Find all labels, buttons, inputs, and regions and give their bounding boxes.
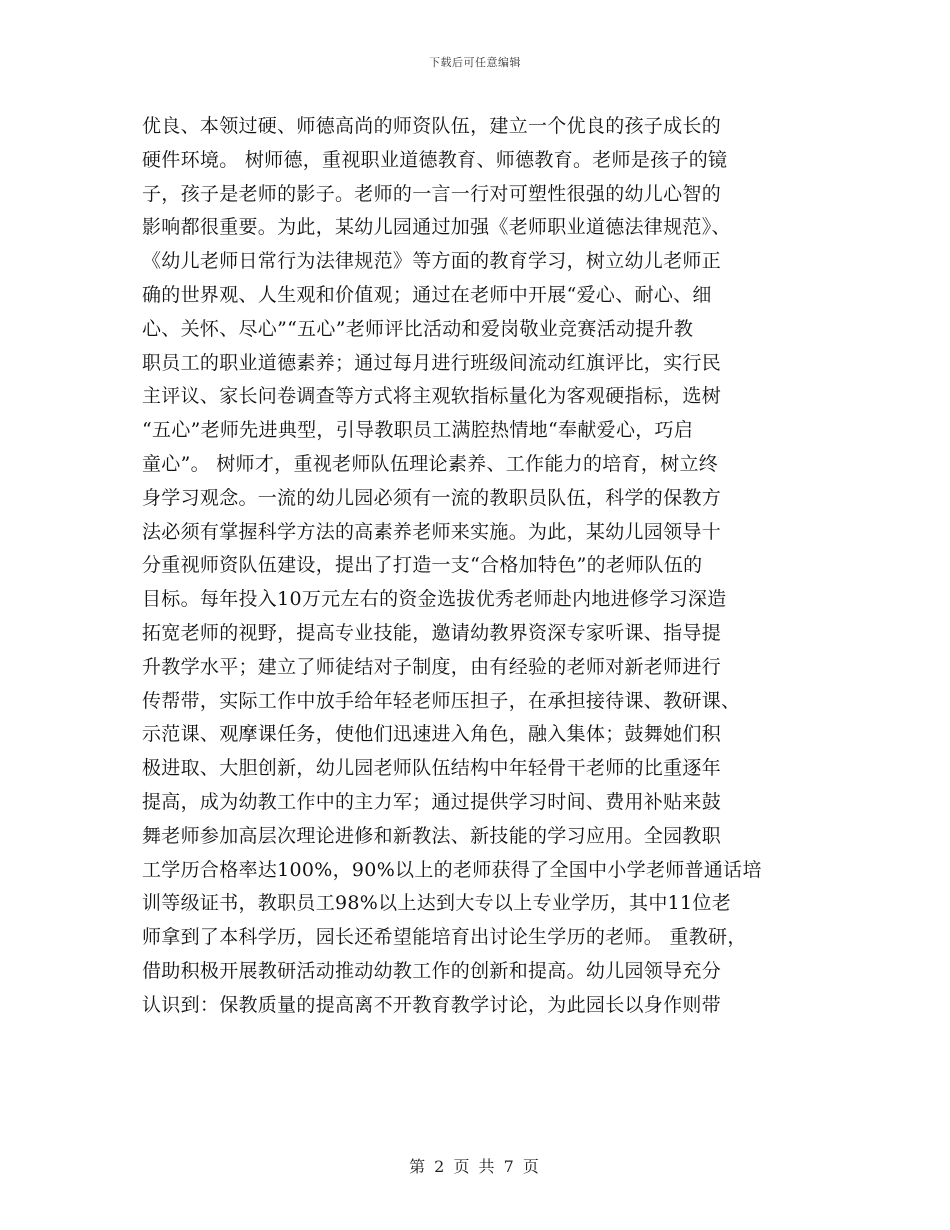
text-line: 拓宽老师的视野，提高专业技能，邀请幼教界资深专家听课、指导提 <box>142 621 722 644</box>
text-line: 子，孩子是老师的影子。老师的一言一行对可塑性很强的幼儿心智的 <box>142 182 722 205</box>
text-line: 目标。每年投入10万元左右的资金选拔优秀老师赴内地进修学习深造 <box>142 588 727 611</box>
text-line: 《幼儿老师日常行为法律规范》等方面的教育学习，树立幼儿老师正 <box>142 250 722 273</box>
text-line: 主评议、家长问卷调查等方式将主观软指标量化为客观硬指标，选树 <box>142 385 722 408</box>
text-line: 认识到：保教质量的提高离不开教育教学讨论，为此园长以身作则带 <box>142 993 722 1016</box>
text-line: 借助积极开展教研活动推动幼教工作的创新和提高。幼儿园领导充分 <box>142 959 722 982</box>
text-line: 传帮带，实际工作中放手给年轻老师压担子，在承担接待课、教研课、 <box>142 689 741 712</box>
text-line: 提高，成为幼教工作中的主力军；通过提供学习时间、费用补贴来鼓 <box>142 790 722 813</box>
text-line: 升教学水平；建立了师徒结对子制度，由有经验的老师对新老师进行 <box>142 655 722 678</box>
text-line: 师拿到了本科学历，园长还希望能培育出讨论生学历的老师。 重教研， <box>142 926 747 949</box>
text-line: 舞老师参加高层次理论进修和新教法、新技能的学习应用。全园教职 <box>142 824 722 847</box>
text-line: 优良、本领过硬、师德高尚的师资队伍，建立一个优良的孩子成长的 <box>142 115 722 137</box>
text-line: 示范课、观摩课任务，使他们迅速进入角色，融入集体；鼓舞她们积 <box>142 723 722 746</box>
text-line: 心、关怀、尽心”“五心”老师评比活动和爱岗敬业竞赛活动提升教 <box>142 317 694 340</box>
text-line: 影响都很重要。为此，某幼儿园通过加强《老师职业道德法律规范》、 <box>142 216 731 239</box>
body-text <box>142 110 822 1023</box>
text-line: 工学历合格率达100%，90%以上的老师获得了全国中小学老师普通话培 <box>142 858 762 881</box>
text-line: 硬件环境。 树师德，重视职业道德教育、师德教育。老师是孩子的镜 <box>142 148 728 171</box>
text-line: 训等级证书，教职员工98%以上达到大专以上专业学历，其中11位老 <box>142 892 732 915</box>
text-line: 童心”。 树师才，重视老师队伍理论素养、工作能力的培育，树立终 <box>142 452 719 475</box>
text-line: 极进取、大胆创新，幼儿园老师队伍结构中年轻骨干老师的比重逐年 <box>142 757 722 780</box>
text-line: 确的世界观、人生观和价值观；通过在老师中开展“爱心、耐心、细 <box>142 283 712 306</box>
text-line: 法必须有掌握科学方法的高素养老师来实施。为此，某幼儿园领导十 <box>142 520 722 543</box>
text-line: 分重视师资队伍建设，提出了打造一支“合格加特色”的老师队伍的 <box>142 554 703 577</box>
page-number: 第 2 页 共 7 页 <box>409 1157 541 1176</box>
text-line: 身学习观念。一流的幼儿园必须有一流的教职员队伍，科学的保教方 <box>142 486 722 509</box>
page-header: 下载后可任意编辑 <box>429 56 521 69</box>
text-line: 职员工的职业道德素养；通过每月进行班级间流动红旗评比，实行民 <box>142 351 722 374</box>
text-line: “五心”老师先进典型，引导教职员工满腔热情地“奉献爱心，巧启 <box>142 419 694 442</box>
